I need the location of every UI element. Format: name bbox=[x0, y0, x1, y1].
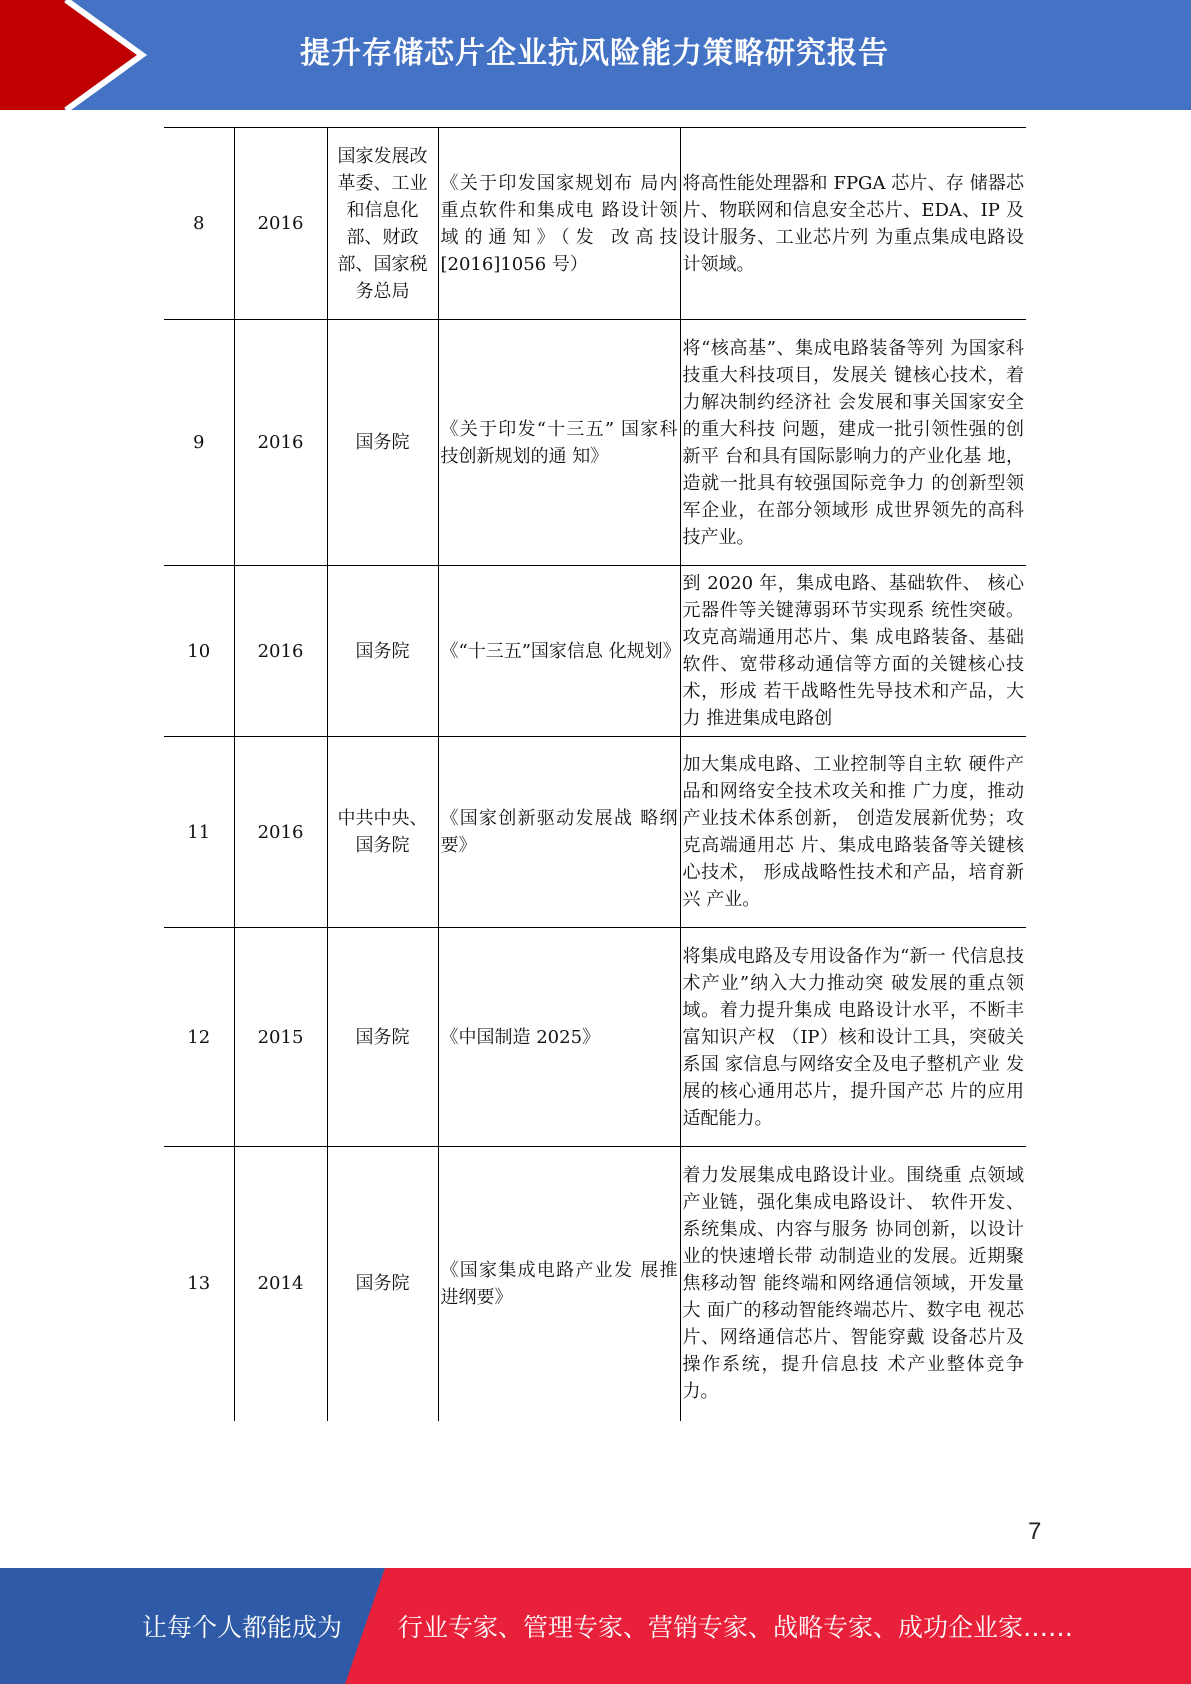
row-content: 将集成电路及专用设备作为“新一 代信息技术产业”纳入大力推动突 破发展的重点领域。着力提升集成 电路设计水平，不断丰富知识产权 （IP）核和设计工具，突破关系国 家信息与网络安全及电子整机产业 发展的核心通用芯片，提升国产芯 片的应用适配能力。 bbox=[680, 928, 1026, 1147]
row-content: 将高性能处理器和 FPGA 芯片、存 储器芯片、物联网和信息安全芯片、EDA、IP 及设计服务、工业芯片列 为重点集成电路设计领域。 bbox=[680, 128, 1026, 320]
policy-table bbox=[164, 127, 1026, 1421]
header-arrow-decoration bbox=[0, 0, 200, 110]
row-year: 2014 bbox=[234, 1147, 327, 1421]
table-row bbox=[164, 737, 1026, 928]
page-number: 7 bbox=[1028, 1518, 1042, 1545]
row-number: 13 bbox=[187, 1273, 211, 1295]
table-row bbox=[164, 1147, 1026, 1421]
row-policy: 《关于印发“十三五” 国家科技创新规划的通 知》 bbox=[438, 320, 680, 566]
row-department: 国务院 bbox=[327, 928, 438, 1147]
row-year: 2016 bbox=[234, 737, 327, 928]
footer-slogan-right: 行业专家、管理专家、营销专家、战略专家、成功企业家…… bbox=[398, 1613, 1074, 1642]
row-department: 国务院 bbox=[327, 1147, 438, 1421]
row-number: 10 bbox=[164, 566, 234, 737]
table-row bbox=[164, 320, 1026, 566]
row-number: 12 bbox=[164, 928, 234, 1147]
row-policy: 《国家创新驱动发展战 略纲要》 bbox=[438, 737, 680, 928]
row-content: 加大集成电路、工业控制等自主软 硬件产品和网络安全技术攻关和推 广力度，推动产业技术体系创新， 创造发展新优势；攻克高端通用芯 片、集成电路装备等关键核心技术， 形成战略性技术和产品，培育新兴 产业。 bbox=[680, 737, 1026, 928]
row-policy: 《中国制造 2025》 bbox=[438, 928, 680, 1147]
table-row bbox=[164, 566, 1026, 737]
row-number: 9 bbox=[164, 320, 234, 566]
row-department: 中共中央、国务院 bbox=[327, 737, 438, 928]
row-policy: 《国家集成电路产业发 展推进纲要》 bbox=[438, 1147, 680, 1421]
row-content: 着力发展集成电路设计业。围绕重 点领域产业链，强化集成电路设计、 软件开发、系统集成、内容与服务 协同创新，以设计业的快速增长带 动制造业的发展。近期聚焦移动智 能终端和网络通信领域，开发量大 面广的移动智能终端芯片、数字电 视芯片、网络通信芯片、智能穿戴 设备芯片及操作系统，提升信息技 术产业整体竞争力。 bbox=[680, 1147, 1026, 1421]
report-title: 提升存储芯片企业抗风险能力策略研究报告 bbox=[300, 36, 889, 71]
footer-slogan-left: 让每个人都能成为 bbox=[142, 1613, 343, 1642]
row-year: 2015 bbox=[234, 928, 327, 1147]
row-policy: 《关于印发国家规划布 局内重点软件和集成电 路设计领域的通知》（发 改高技[2016]1056 号） bbox=[438, 128, 680, 320]
table-row bbox=[164, 928, 1026, 1147]
row-policy: 《“十三五”国家信息 化规划》 bbox=[438, 566, 680, 737]
page-footer bbox=[0, 1568, 1191, 1684]
row-department: 国务院 bbox=[327, 566, 438, 737]
page-header bbox=[0, 0, 1191, 110]
row-year: 2016 bbox=[234, 320, 327, 566]
row-number: 8 bbox=[164, 128, 234, 320]
row-year: 2016 bbox=[234, 128, 327, 320]
row-year: 2016 bbox=[234, 566, 327, 737]
row-content: 将“核高基”、集成电路装备等列 为国家科技重大科技项目，发展关 键核心技术，着力解决制约经济社 会发展和事关国家安全的重大科技 问题，建成一批引领性强的创新平 台和具有国际影响力的产业化基 地，造就一批具有较强国际竞争力 的创新型领军企业，在部分领域形 成世界领先的高科技产业。 bbox=[680, 320, 1026, 566]
row-content: 到 2020 年，集成电路、基础软件、 核心元器件等关键薄弱环节实现系 统性突破。攻克高端通用芯片、集 成电路装备、基础软件、宽带移动通信等方面的关键核心技术，形成 若干战略性先导技术和产品，大力 推进集成电路创 bbox=[680, 566, 1026, 737]
row-department: 国家发展改革委、工业和信息化部、财政部、国家税务总局 bbox=[327, 128, 438, 320]
table-row bbox=[164, 128, 1026, 320]
row-number: 11 bbox=[164, 737, 234, 928]
row-department: 国务院 bbox=[327, 320, 438, 566]
